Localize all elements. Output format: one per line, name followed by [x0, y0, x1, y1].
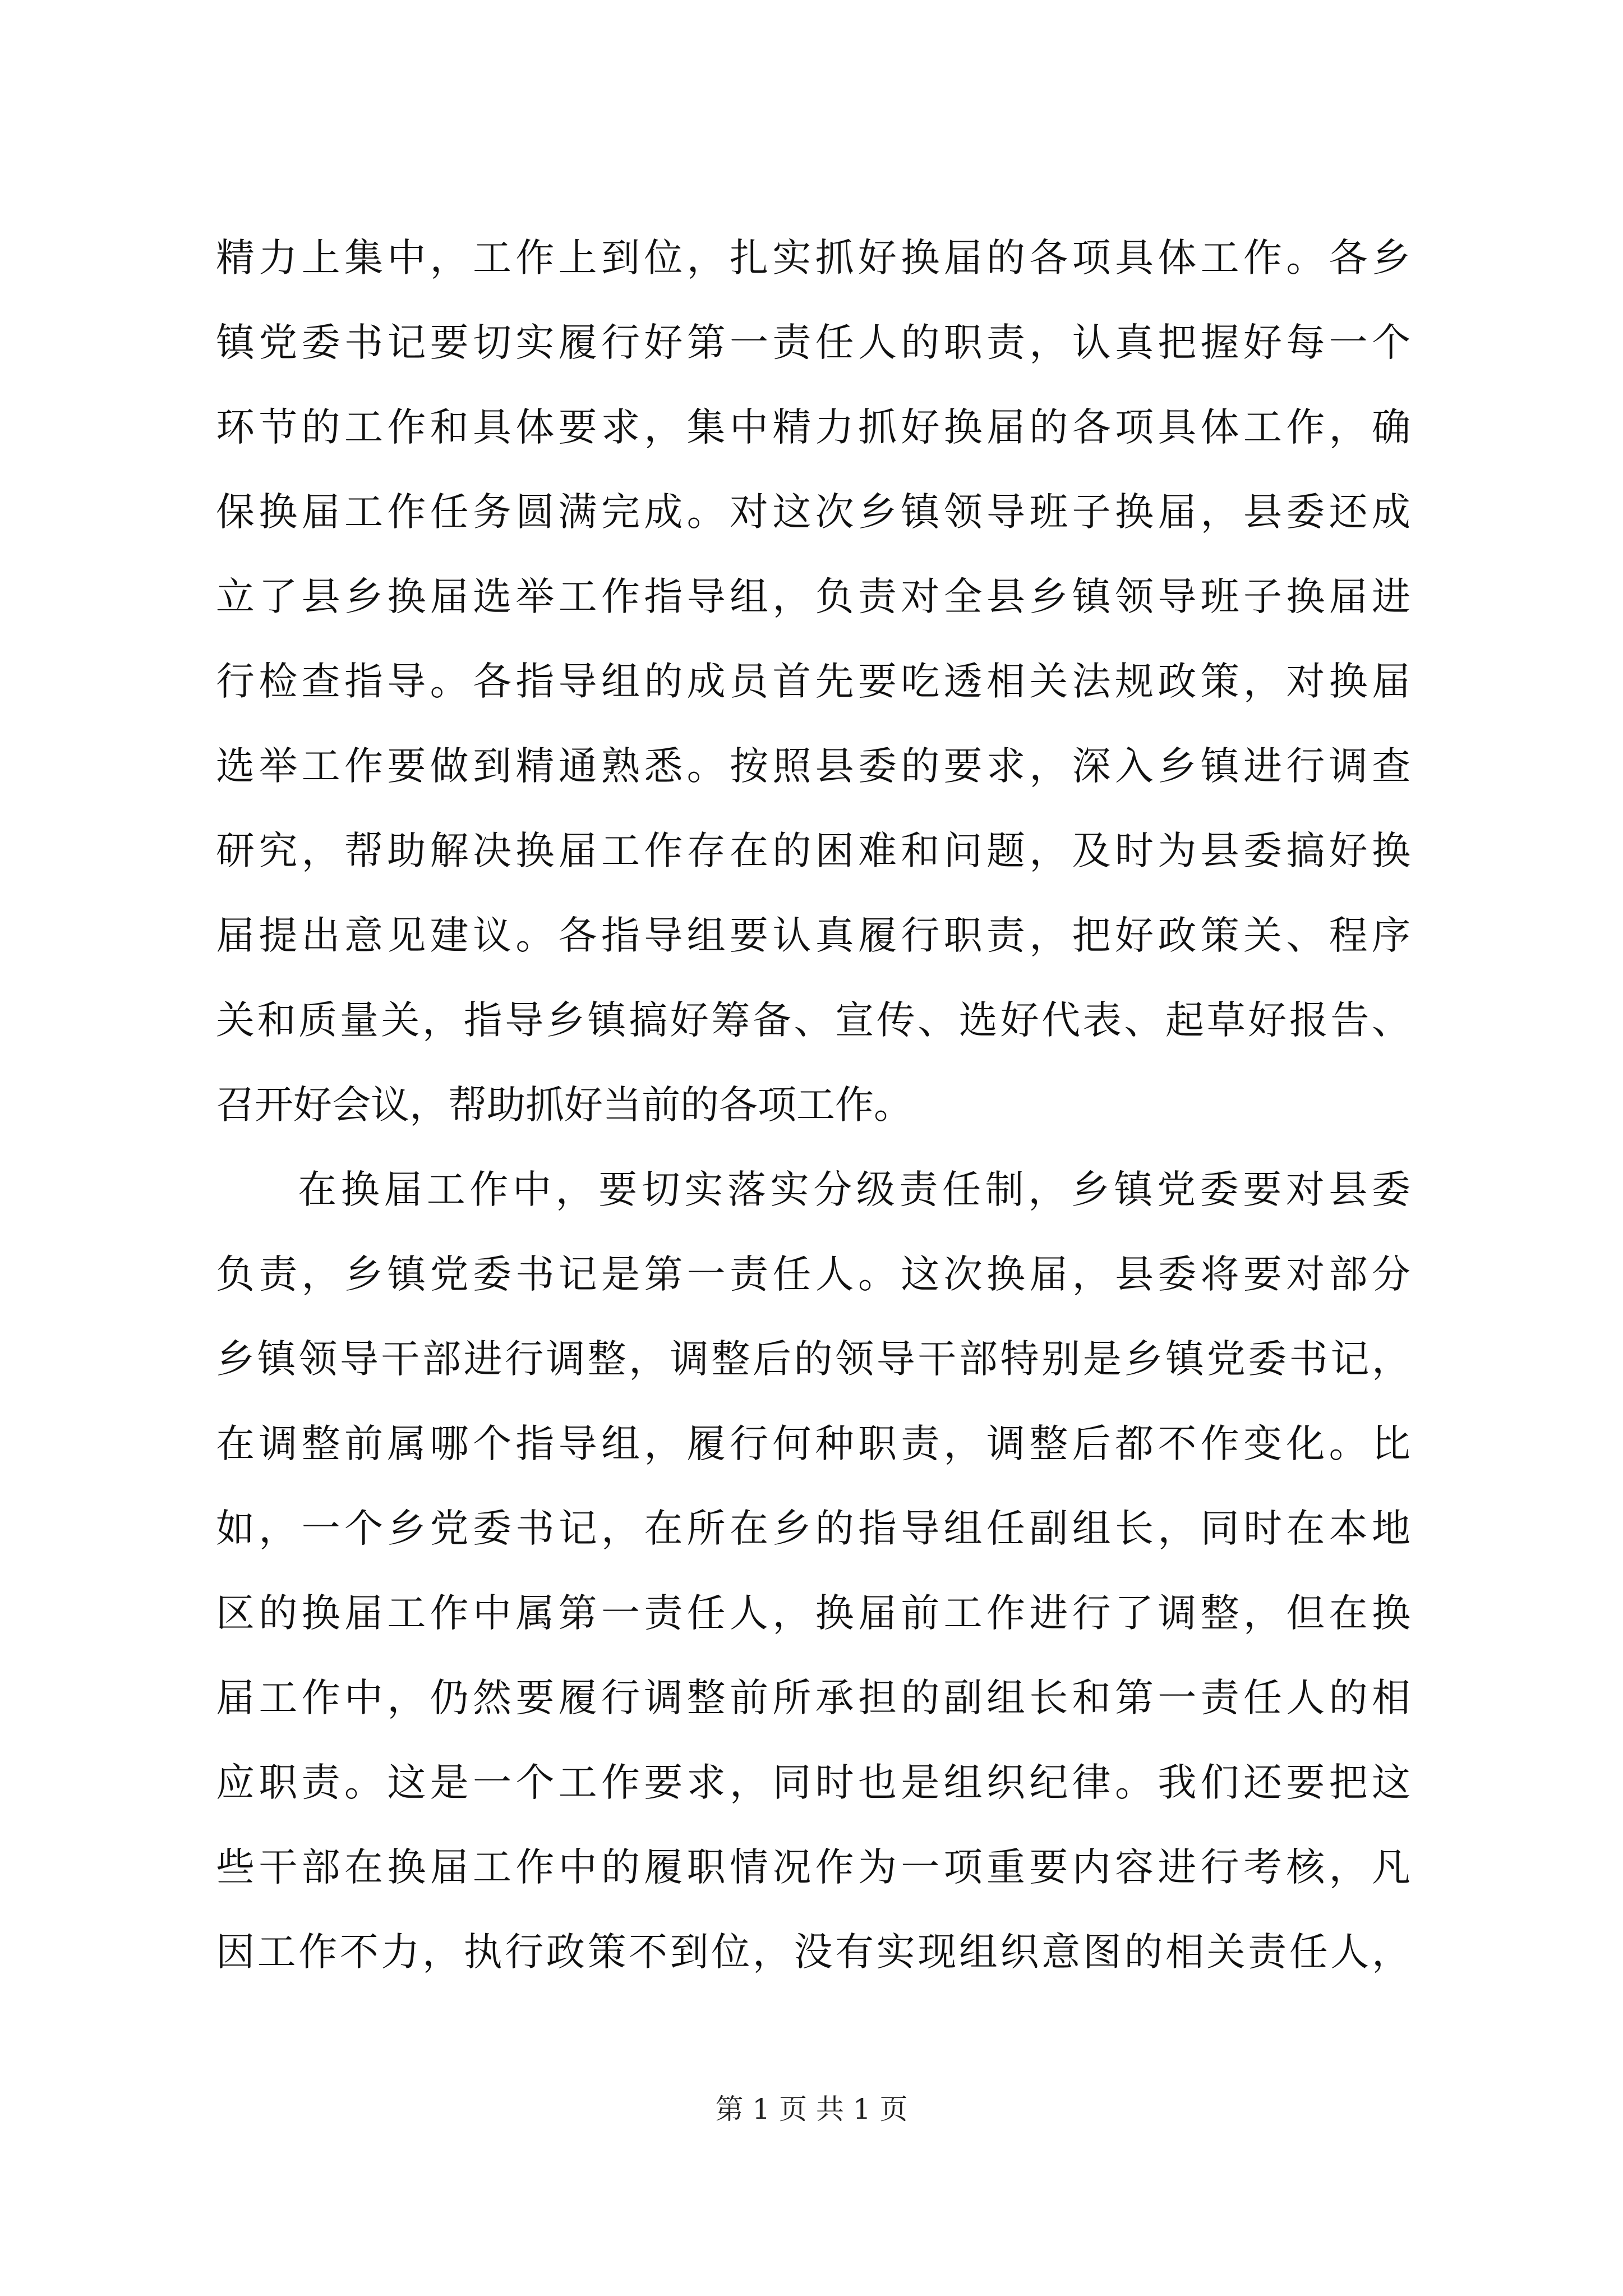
text-line: 立了县乡换届选举工作指导组，负责对全县乡镇领导班子换届进 — [216, 574, 1410, 619]
text-line: 乡镇领导干部进行调整，调整后的领导干部特别是乡镇党委书记， — [216, 1337, 1410, 1382]
document-body — [216, 216, 1410, 1995]
paragraph-first-line: 在换届工作中，要切实落实分级责任制，乡镇党委要对县委 — [298, 1167, 1410, 1212]
text-line: 精力上集中，工作上到位，扎实抓好换届的各项具体工作。各乡 — [216, 236, 1410, 280]
text-line: 环节的工作和具体要求，集中精力抓好换届的各项具体工作，确 — [216, 405, 1410, 450]
text-line: 应职责。这是一个工作要求，同时也是组织纪律。我们还要把这 — [216, 1760, 1410, 1805]
text-line: 研究，帮助解决换届工作存在的困难和问题，及时为县委搞好换 — [216, 829, 1410, 873]
text-line: 届工作中，仍然要履行调整前所承担的副组长和第一责任人的相 — [216, 1676, 1410, 1720]
text-line: 保换届工作任务圆满完成。对这次乡镇领导班子换届，县委还成 — [216, 490, 1410, 535]
text-line: 负责，乡镇党委书记是第一责任人。这次换届，县委将要对部分 — [216, 1252, 1410, 1297]
text-line: 关和质量关，指导乡镇搞好筹备、宣传、选好代表、起草好报告、 — [216, 998, 1410, 1043]
page-footer: 第 1 页 共 1 页 — [715, 2093, 908, 2125]
text-line: 因工作不力，执行政策不到位，没有实现组织意图的相关责任人， — [216, 1930, 1410, 1975]
text-line: 些干部在换届工作中的履职情况作为一项重要内容进行考核，凡 — [216, 1845, 1410, 1890]
text-line: 镇党委书记要切实履行好第一责任人的职责，认真把握好每一个 — [216, 320, 1410, 365]
text-line: 选举工作要做到精通熟悉。按照县委的要求，深入乡镇进行调查 — [216, 744, 1410, 789]
text-line: 届提出意见建议。各指导组要认真履行职责，把好政策关、程序 — [216, 913, 1410, 958]
text-line: 在调整前属哪个指导组，履行何种职责，调整后都不作变化。比 — [216, 1421, 1410, 1466]
text-line: 区的换届工作中属第一责任人，换届前工作进行了调整，但在换 — [216, 1591, 1410, 1636]
text-line: 召开好会议，帮助抓好当前的各项工作。 — [216, 1083, 912, 1128]
text-line: 行检查指导。各指导组的成员首先要吃透相关法规政策，对换届 — [216, 659, 1410, 704]
text-line: 如，一个乡党委书记，在所在乡的指导组任副组长，同时在本地 — [216, 1506, 1410, 1551]
